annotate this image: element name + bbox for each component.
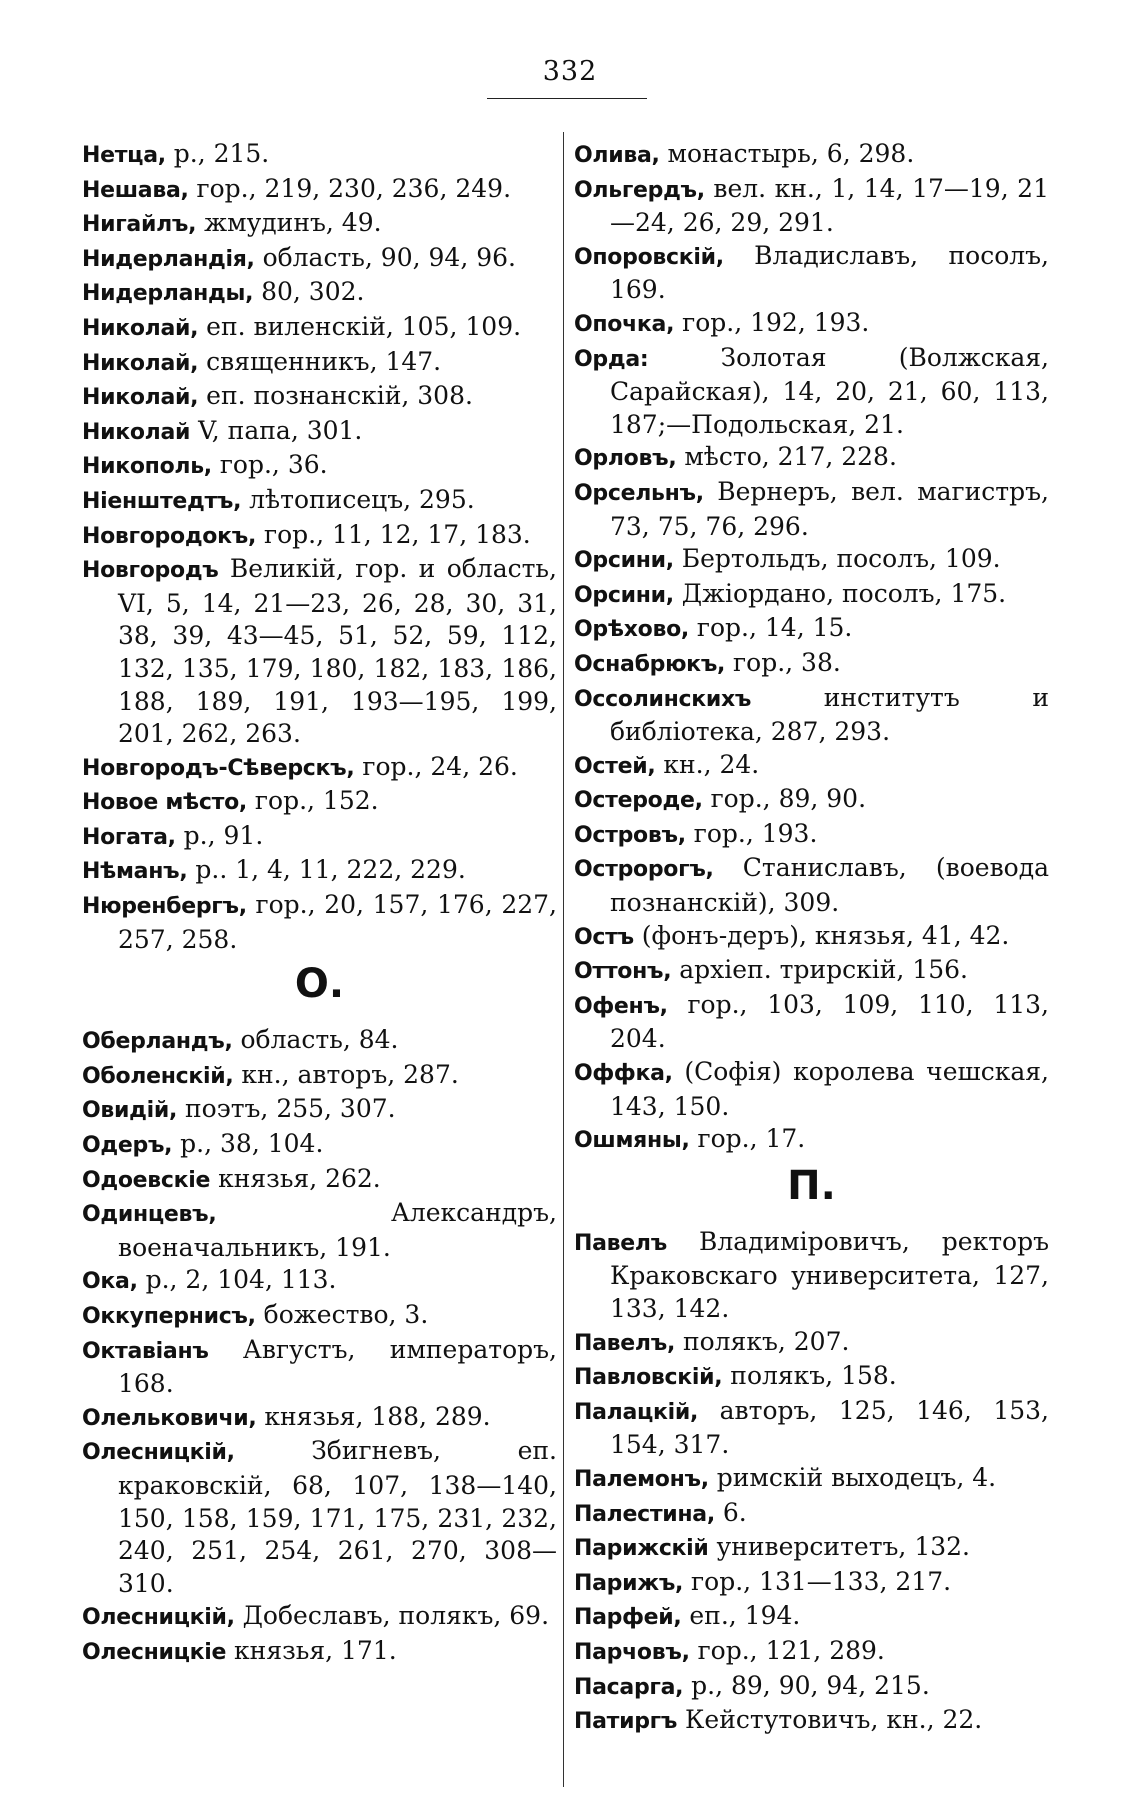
entry-text: гор., 131—133, 217. (683, 1566, 952, 1596)
entry-text: р., 89, 90, 94, 215. (683, 1670, 930, 1700)
index-entry (82, 1401, 557, 1436)
index-entry (574, 476, 1049, 543)
entry-headword: Парчовъ, (574, 1639, 690, 1665)
entry-text: университетъ, 132. (708, 1532, 970, 1562)
index-entry (574, 1360, 1049, 1395)
entry-headword: Офенъ, (574, 993, 668, 1019)
entry-text: римскій выходецъ, 4. (708, 1462, 997, 1492)
index-entry (574, 647, 1049, 682)
entry-text: р., 215. (165, 139, 270, 168)
entry-headword: Палемонъ, (574, 1466, 709, 1492)
entry-headword: Ошмяны, (574, 1128, 690, 1154)
letter-heading-p: П. (787, 1162, 836, 1209)
index-entry (574, 307, 1049, 342)
entry-text: божество, 3. (255, 1300, 429, 1329)
index-entry (82, 138, 557, 173)
index-entry (82, 415, 557, 450)
index-entry (574, 852, 1049, 919)
index-entry (574, 240, 1049, 307)
entry-text: авторъ, 125, 146, 153, 154, 317. (610, 1395, 1049, 1460)
index-entry (574, 1326, 1049, 1361)
entry-headword: Оберландъ, (82, 1029, 233, 1055)
index-entry (574, 441, 1049, 476)
entry-headword: Оснабрюкъ, (574, 651, 726, 677)
entry-headword: Ока, (82, 1269, 138, 1295)
index-entry (82, 889, 557, 956)
entry-headword: Нигайлъ, (82, 212, 197, 238)
index-entry (574, 173, 1049, 240)
entry-text: (Софія) королева чешская, 143, 150. (610, 1057, 1049, 1121)
index-entry (82, 449, 557, 484)
index-entry (82, 1635, 557, 1670)
entry-headword: Новое мѣсто, (82, 790, 247, 816)
entry-text: князья, 188, 289. (256, 1401, 491, 1431)
index-entry (82, 1197, 557, 1264)
entry-headword: Палестина, (574, 1501, 715, 1527)
index-entry (574, 1056, 1049, 1123)
entry-headword: Нидерландія, (82, 246, 255, 272)
entry-text: область, 84. (232, 1025, 399, 1055)
entry-text: р., 2, 104, 113. (137, 1265, 337, 1295)
entry-headword: Остероде, (574, 788, 703, 814)
index-entry (82, 311, 557, 346)
entry-text: 80, 302. (253, 277, 365, 307)
entry-text: гор., 38. (725, 647, 841, 677)
entry-text: еп., 194. (681, 1601, 801, 1631)
entry-headword: Оттонъ, (574, 959, 672, 985)
entry-headword: Олесницкіе (82, 1639, 227, 1665)
entry-list-o-cont (574, 138, 1049, 1158)
index-entry (574, 989, 1049, 1056)
index-entry (82, 751, 557, 786)
right-column (574, 138, 1049, 1739)
entry-text: мѣсто, 217, 228. (676, 442, 897, 472)
entry-text: Золотая (Волжская, Сарайская), 14, 20, 21, 60, 113, 187;—Подольская, 21. (610, 342, 1049, 439)
entry-text: р., 38, 104. (172, 1129, 324, 1159)
entry-headword: Павелъ (574, 1230, 667, 1256)
index-entry (82, 346, 557, 381)
entry-headword: Николай, (82, 350, 199, 376)
entry-text: гор., 103, 109, 110, 113, 204. (610, 989, 1049, 1054)
entry-headword: Овидій, (82, 1098, 178, 1124)
entry-headword: Николай (82, 419, 191, 445)
entry-text: кн., 24. (655, 749, 760, 779)
index-entry (574, 1635, 1049, 1670)
column-divider (563, 132, 564, 1787)
index-entry (82, 1334, 557, 1401)
entry-headword: Нидерланды, (82, 281, 254, 307)
index-entry (82, 1264, 557, 1299)
entry-headword: Оккупернисъ, (82, 1304, 256, 1329)
entry-headword: Орда: (574, 346, 649, 372)
entry-headword: Оффка, (574, 1061, 673, 1087)
index-entry (82, 820, 557, 855)
index-entry (574, 1670, 1049, 1705)
entry-text: Кейстутовичъ, кн., 22. (677, 1705, 983, 1735)
entry-headword: Островъ, (574, 822, 686, 848)
index-entry (82, 1024, 557, 1059)
index-entry (82, 854, 557, 889)
entry-headword: Нешава, (82, 177, 189, 203)
entry-headword: Остъ (574, 924, 634, 950)
entry-text: священникъ, 147. (198, 346, 442, 376)
entry-headword: Орѣхово, (574, 617, 689, 643)
entry-headword: Нюренбергъ, (82, 894, 247, 920)
entry-text: полякъ, 207. (675, 1326, 850, 1356)
entry-headword: Парижскій (574, 1536, 709, 1562)
index-entry (82, 276, 557, 311)
entry-text: Владиславъ, посолъ, 169. (610, 240, 1049, 305)
entry-headword: Никополь, (82, 454, 212, 480)
index-entry (574, 1704, 1049, 1739)
entry-headword: Остей, (574, 753, 656, 779)
entry-text: Александръ, военачальникъ, 191. (118, 1198, 557, 1262)
entry-text: полякъ, 158. (722, 1361, 897, 1391)
entry-headword: Ногата, (82, 824, 176, 850)
entry-headword: Орсельнъ, (574, 480, 704, 506)
entry-headword: Олива, (574, 143, 660, 168)
entry-headword: Оболенскій, (82, 1063, 234, 1089)
entry-text: институтъ и библіотека, 287, 293. (610, 682, 1049, 747)
index-entry (574, 1497, 1049, 1532)
entry-headword: Николай, (82, 385, 199, 411)
entry-headword: Олесницкій, (82, 1605, 235, 1631)
index-entry (82, 1093, 557, 1128)
entry-headword: Нѣманъ, (82, 859, 188, 885)
index-entry (574, 1123, 1049, 1158)
entry-headword: Патиргъ (574, 1709, 678, 1735)
entry-headword: Ольгердъ, (574, 177, 705, 203)
index-entry (574, 1531, 1049, 1566)
letter-heading-o: О. (294, 961, 345, 1008)
index-entry (574, 138, 1049, 173)
entry-text: гор., 11, 12, 17, 183. (256, 519, 531, 549)
index-entry (574, 783, 1049, 818)
entry-text: гор., 219, 230, 236, 249. (188, 173, 512, 203)
left-column (82, 138, 557, 1670)
entry-headword: Остророгъ, (574, 857, 714, 883)
index-entry (82, 1163, 557, 1198)
index-entry (574, 920, 1049, 955)
entry-text: гор., 36. (211, 450, 328, 480)
entry-text: Августъ, императоръ, 168. (118, 1334, 557, 1399)
entry-text: Великій, гор. и область, VI, 5, 14, 21—23, 26, 28, 30, 31, 38, 39, 43—45, 51, 52, 59, 112, 132, 135, 179, 180, 182, 183, 186, 188, 189, 191, 193—195, 199, 201, 262, 263. (118, 554, 557, 749)
entry-text: кн., авторъ, 287. (233, 1059, 459, 1089)
entry-text: р., 91. (175, 820, 264, 850)
index-entry (82, 1128, 557, 1163)
entry-text: вел. кн., 1, 14, 17—19, 21—24, 26, 29, 291. (610, 173, 1049, 238)
entry-headword: Орсини, (574, 548, 674, 574)
index-entry (574, 612, 1049, 647)
entry-headword: Оссолинскихъ (574, 686, 752, 712)
index-entry (82, 519, 557, 554)
index-entry (574, 1600, 1049, 1635)
page-number-rule (487, 98, 647, 99)
entry-text: Станиславъ, (воевода познанскій), 309. (610, 853, 1049, 918)
entry-headword: Орловъ, (574, 446, 677, 472)
entry-text: Добеславъ, полякъ, 69. (234, 1601, 550, 1631)
entry-text: Збигневъ, еп. краковскій, 68, 107, 138—140, 150, 158, 159, 171, 175, 231, 232, 240, 251, 254, 261, 270, 308—310. (118, 1436, 557, 1598)
entry-headword: Павелъ, (574, 1330, 676, 1356)
entry-text: еп. познанскій, 308. (198, 381, 473, 411)
entry-text: еп. виленскій, 105, 109. (198, 311, 522, 341)
entry-list-p (574, 1226, 1049, 1739)
entry-headword: Николай, (82, 315, 199, 341)
entry-headword: Нетца, (82, 143, 166, 168)
entry-text: Владиміровичъ, ректоръ Краковскаго университета, 127, 133, 142. (610, 1226, 1049, 1323)
entry-text: лѣтописецъ, 295. (241, 484, 475, 514)
index-entry (574, 1462, 1049, 1497)
entry-headword: Олесницкій, (82, 1440, 235, 1466)
index-entry (82, 1299, 557, 1334)
index-entry (574, 954, 1049, 989)
entry-text: Вернеръ, вел. магистръ, 73, 75, 76, 296. (610, 476, 1049, 541)
entry-text: архіеп. трирскій, 156. (671, 955, 968, 985)
entry-text: 6. (714, 1497, 747, 1527)
entry-text: область, 90, 94, 96. (254, 242, 516, 272)
entry-headword: Орсини, (574, 582, 674, 608)
index-entry (574, 682, 1049, 749)
entry-text: гор., 14, 15. (688, 613, 853, 643)
index-entry (574, 342, 1049, 442)
entry-headword: Парижъ, (574, 1570, 684, 1596)
index-entry (574, 543, 1049, 578)
entry-text: Джіордано, посолъ, 175. (673, 578, 1007, 608)
index-entry (574, 1395, 1049, 1462)
entry-text: гор., 121, 289. (689, 1635, 885, 1665)
entry-text: поэтъ, 255, 307. (177, 1094, 396, 1124)
index-entry (574, 1226, 1049, 1326)
index-entry (574, 749, 1049, 784)
entry-text: гор., 152. (246, 786, 379, 816)
index-entry (82, 484, 557, 519)
entry-text: гор., 89, 90. (702, 784, 867, 814)
entry-text: гор., 192, 193. (674, 307, 870, 337)
index-entry (82, 173, 557, 208)
page-number: 332 (542, 56, 598, 87)
entry-list-o (82, 1024, 557, 1669)
index-entry (82, 785, 557, 820)
index-entry (574, 1566, 1049, 1601)
entry-text: V, папа, 301. (190, 415, 363, 445)
index-entry (82, 1600, 557, 1635)
entry-headword: Палацкій, (574, 1399, 699, 1425)
entry-headword: Октавіанъ (82, 1338, 209, 1364)
entry-text: гор., 193. (685, 818, 818, 848)
entry-list-n (82, 138, 557, 956)
entry-headword: Опоровскій, (574, 244, 724, 270)
index-entry (82, 380, 557, 415)
entry-text: гор., 17. (689, 1124, 806, 1154)
entry-text: гор., 24, 26. (354, 751, 518, 781)
entry-text: князья, 262. (210, 1163, 381, 1193)
entry-headword: Одеръ, (82, 1133, 173, 1159)
entry-text: (фонъ-деръ), князья, 41, 42. (633, 920, 1010, 950)
entry-text: р.. 1, 4, 11, 222, 229. (187, 855, 466, 885)
index-entry (82, 1435, 557, 1600)
entry-text: гор., 20, 157, 176, 227, 257, 258. (118, 890, 557, 954)
entry-headword: Олельковичи, (82, 1405, 257, 1431)
index-entry (574, 578, 1049, 613)
entry-headword: Пасарга, (574, 1674, 684, 1700)
entry-headword: Одинцевъ, (82, 1202, 217, 1228)
index-entry (82, 1059, 557, 1094)
entry-text: князья, 171. (226, 1635, 397, 1665)
entry-text: жмудинъ, 49. (196, 208, 382, 238)
index-entry (574, 818, 1049, 853)
entry-headword: Павловскій, (574, 1365, 723, 1391)
index-entry (82, 207, 557, 242)
entry-headword: Одоевскіе (82, 1167, 211, 1193)
entry-headword: Новгородъ (82, 558, 219, 584)
entry-text: монастырь, 6, 298. (659, 139, 915, 168)
entry-headword: Новгородокъ, (82, 523, 257, 549)
entry-text: Бертольдъ, посолъ, 109. (673, 544, 1001, 574)
index-entry (82, 553, 557, 751)
index-entry (82, 242, 557, 277)
entry-headword: Опочка, (574, 311, 675, 337)
entry-headword: Новгородъ-Сѣверскъ, (82, 755, 355, 781)
entry-headword: Парфей, (574, 1605, 682, 1631)
entry-headword: Ніенштедтъ, (82, 488, 242, 514)
